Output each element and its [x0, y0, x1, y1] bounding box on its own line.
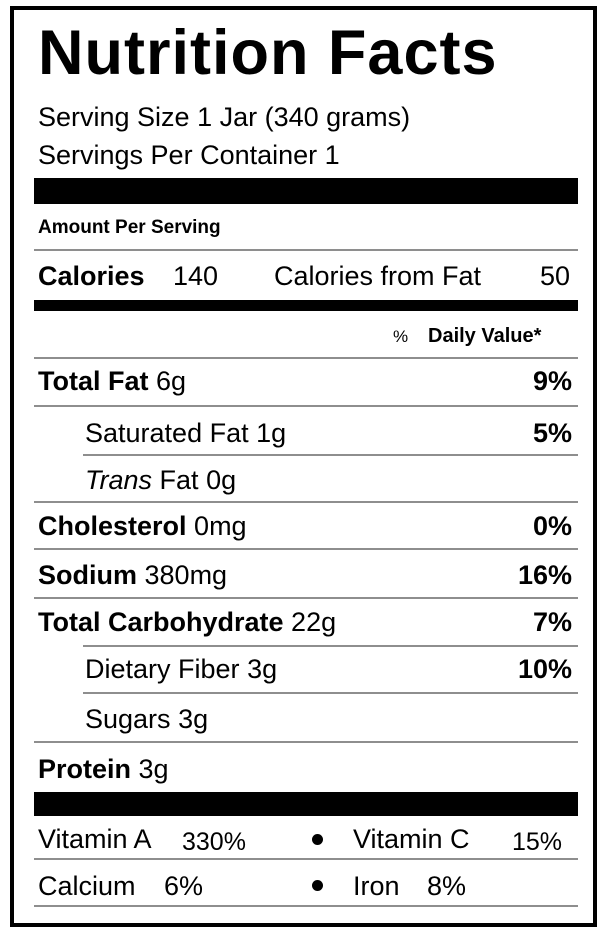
nutrient-amount: 3g: [178, 704, 209, 734]
calories-from-fat-label: Calories from Fat: [274, 261, 482, 291]
calories-from-fat-value: 50: [540, 261, 571, 291]
nutrient-name: Saturated Fat: [85, 418, 249, 448]
daily-value-percent: %: [393, 327, 409, 346]
nutrient-row-cholesterol: [38, 513, 247, 540]
iron-label: Iron: [353, 871, 400, 901]
nutrient-dv: 10%: [517, 654, 572, 684]
nutrient-name: Sugars: [85, 704, 171, 734]
nutrient-amount: 22g: [291, 607, 337, 637]
label-title: Nutrition Facts: [38, 18, 498, 88]
rule: [83, 454, 578, 456]
nutrient-dv: 5%: [532, 418, 572, 448]
rule: [83, 692, 578, 694]
calories-value: 140: [173, 261, 219, 291]
servings-per-container: Servings Per Container 1: [38, 140, 340, 170]
nutrient-dv: 16%: [517, 560, 572, 590]
rule: [34, 501, 578, 503]
nutrient-dv: 0%: [532, 511, 572, 541]
nutrient-amount: 3g: [138, 754, 169, 784]
nutrient-row-total-carbohydrate: [38, 609, 336, 636]
nutrient-name: Total Carbohydrate: [38, 607, 284, 637]
nutrient-name-italic: Trans: [85, 465, 153, 495]
nutrient-row-dietary-fiber: [85, 656, 277, 683]
medium-divider: [34, 300, 578, 311]
nutrient-name: Protein: [38, 754, 132, 784]
nutrient-amount: 380mg: [144, 560, 228, 590]
calories-label: Calories: [38, 261, 145, 291]
nutrient-row-trans-fat: [85, 467, 236, 494]
nutrient-amount: 0g: [206, 465, 237, 495]
nutrient-amount: 6g: [156, 366, 187, 396]
vitamin-c-value: 15%: [512, 828, 563, 856]
nutrient-dv: 9%: [532, 366, 572, 396]
bullet-icon: [312, 834, 323, 845]
rule: [34, 858, 578, 860]
thick-divider-bottom: [34, 792, 578, 816]
rule: [34, 548, 578, 550]
rule: [34, 249, 578, 251]
nutrient-row-sodium: [38, 562, 227, 589]
rule: [34, 357, 578, 359]
nutrient-amount: 1g: [256, 418, 287, 448]
amount-per-serving: Amount Per Serving: [38, 217, 221, 238]
nutrient-name: Total Fat: [38, 366, 149, 396]
nutrient-amount: 0mg: [194, 511, 247, 541]
nutrient-name: Cholesterol: [38, 511, 187, 541]
nutrient-row-total-fat: [38, 368, 186, 395]
nutrient-row-saturated-fat: [85, 420, 286, 447]
calcium-value: 6%: [164, 871, 204, 901]
serving-size: Serving Size 1 Jar (340 grams): [38, 102, 411, 132]
rule: [34, 597, 578, 599]
iron-value: 8%: [427, 871, 467, 901]
bullet-icon: [312, 880, 323, 891]
nutrient-row-sugars: [85, 706, 208, 733]
nutrient-amount: 3g: [247, 654, 278, 684]
vitamin-a-value: 330%: [182, 828, 246, 856]
daily-value-header: Daily Value*: [428, 325, 542, 347]
thick-divider-top: [34, 178, 578, 204]
nutrient-row-protein: [38, 756, 169, 783]
vitamin-c-label: Vitamin C: [353, 824, 470, 854]
vitamin-a-label: Vitamin A: [38, 824, 152, 854]
nutrient-name: Dietary Fiber: [85, 654, 240, 684]
nutrient-dv: 7%: [532, 607, 572, 637]
nutrient-name: Fat: [159, 465, 199, 495]
rule: [83, 645, 578, 647]
rule: [34, 405, 578, 407]
rule: [34, 905, 578, 907]
nutrient-name: Sodium: [38, 560, 137, 590]
rule: [34, 741, 578, 743]
calcium-label: Calcium: [38, 871, 136, 901]
